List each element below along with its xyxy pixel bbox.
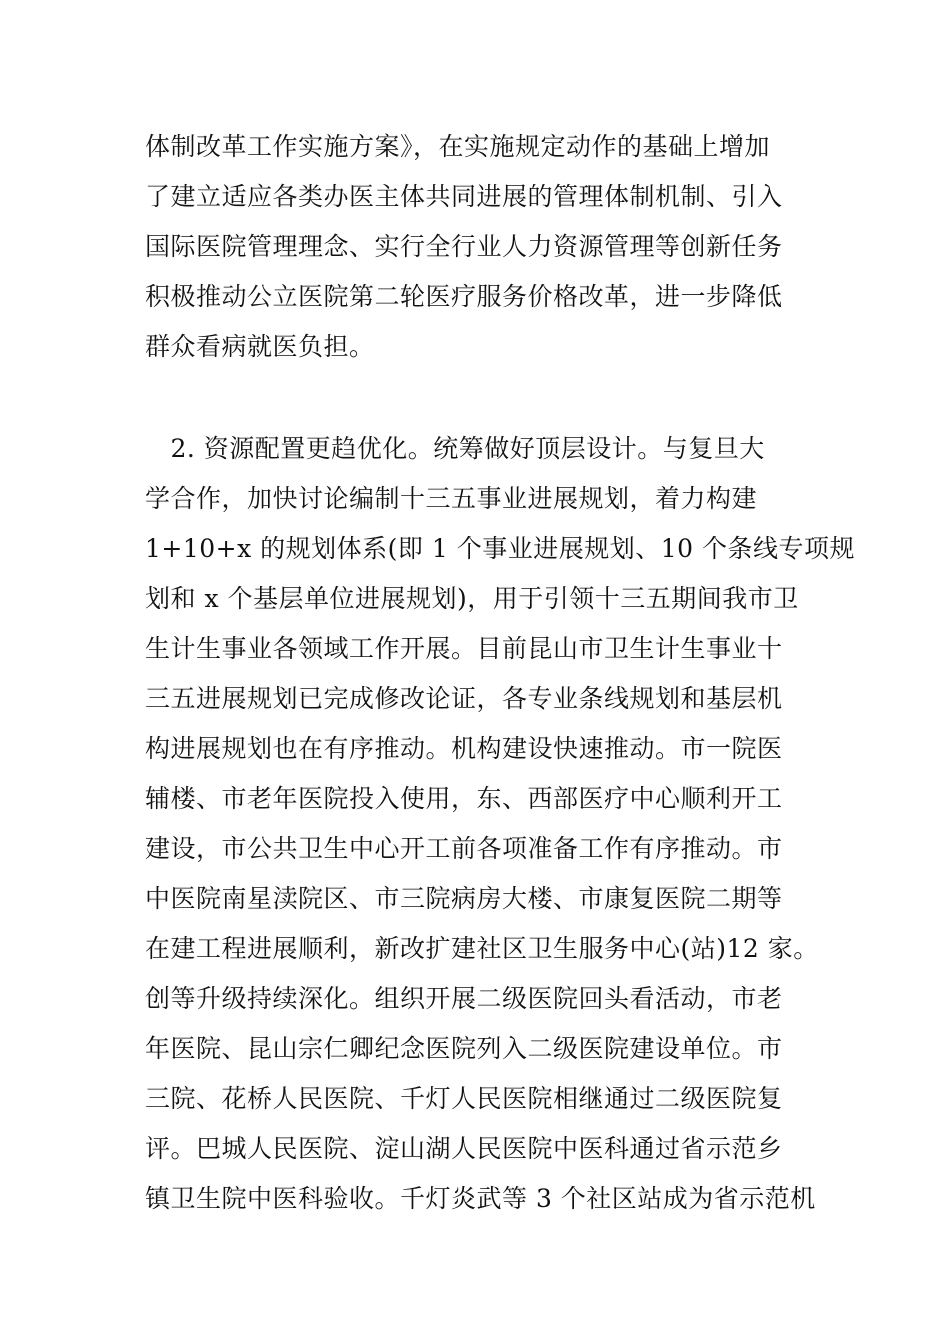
text-line: 年医院、昆山宗仁卿纪念医院列入二级医院建设单位。市 <box>145 1034 783 1063</box>
text-line: 1+10+x 的规划体系(即 1 个事业进展规划、10 个条线专项规 <box>145 534 855 563</box>
text-line: 2. 资源配置更趋优化。统筹做好顶层设计。与复旦大 <box>145 434 765 463</box>
text-line: 构进展规划也在有序推动。机构建设快速推动。市一院医 <box>145 734 783 763</box>
text-line: 划和 x 个基层单位进展规划)，用于引领十三五期间我市卫 <box>145 584 799 613</box>
text-line: 建设，市公共卫生中心开工前各项准备工作有序推动。市 <box>145 834 783 863</box>
text-line: 体制改革工作实施方案》，在实施规定动作的基础上增加 <box>145 132 771 161</box>
text-line: 群众看病就医负担。 <box>145 332 375 361</box>
paragraph-1 <box>145 122 825 372</box>
text-line: 在建工程进展顺利，新改扩建社区卫生服务中心(站)12 家。 <box>145 934 819 963</box>
text-line: 中医院南星渎院区、市三院病房大楼、市康复医院二期等 <box>145 884 783 913</box>
text-line: 积极推动公立医院第二轮医疗服务价格改革，进一步降低 <box>145 282 783 311</box>
text-line: 生计生事业各领域工作开展。目前昆山市卫生计生事业十 <box>145 634 783 663</box>
text-line: 三五进展规划已完成修改论证，各专业条线规划和基层机 <box>145 684 783 713</box>
text-line: 辅楼、市老年医院投入使用，东、西部医疗中心顺利开工 <box>145 784 783 813</box>
text-line: 评。巴城人民医院、淀山湖人民医院中医科通过省示范乡 <box>145 1134 783 1163</box>
text-line: 国际医院管理理念、实行全行业人力资源管理等创新任务 <box>145 232 783 261</box>
text-line: 学合作，加快讨论编制十三五事业进展规划，着力构建 <box>145 484 758 513</box>
text-line: 镇卫生院中医科验收。千灯炎武等 3 个社区站成为省示范机 <box>145 1184 816 1213</box>
text-line: 三院、花桥人民医院、千灯人民医院相继通过二级医院复 <box>145 1084 783 1113</box>
paragraph-2 <box>145 424 855 1224</box>
text-line: 创等升级持续深化。组织开展二级医院回头看活动，市老 <box>145 984 783 1013</box>
text-line: 了建立适应各类办医主体共同进展的管理体制机制、引入 <box>145 182 783 211</box>
